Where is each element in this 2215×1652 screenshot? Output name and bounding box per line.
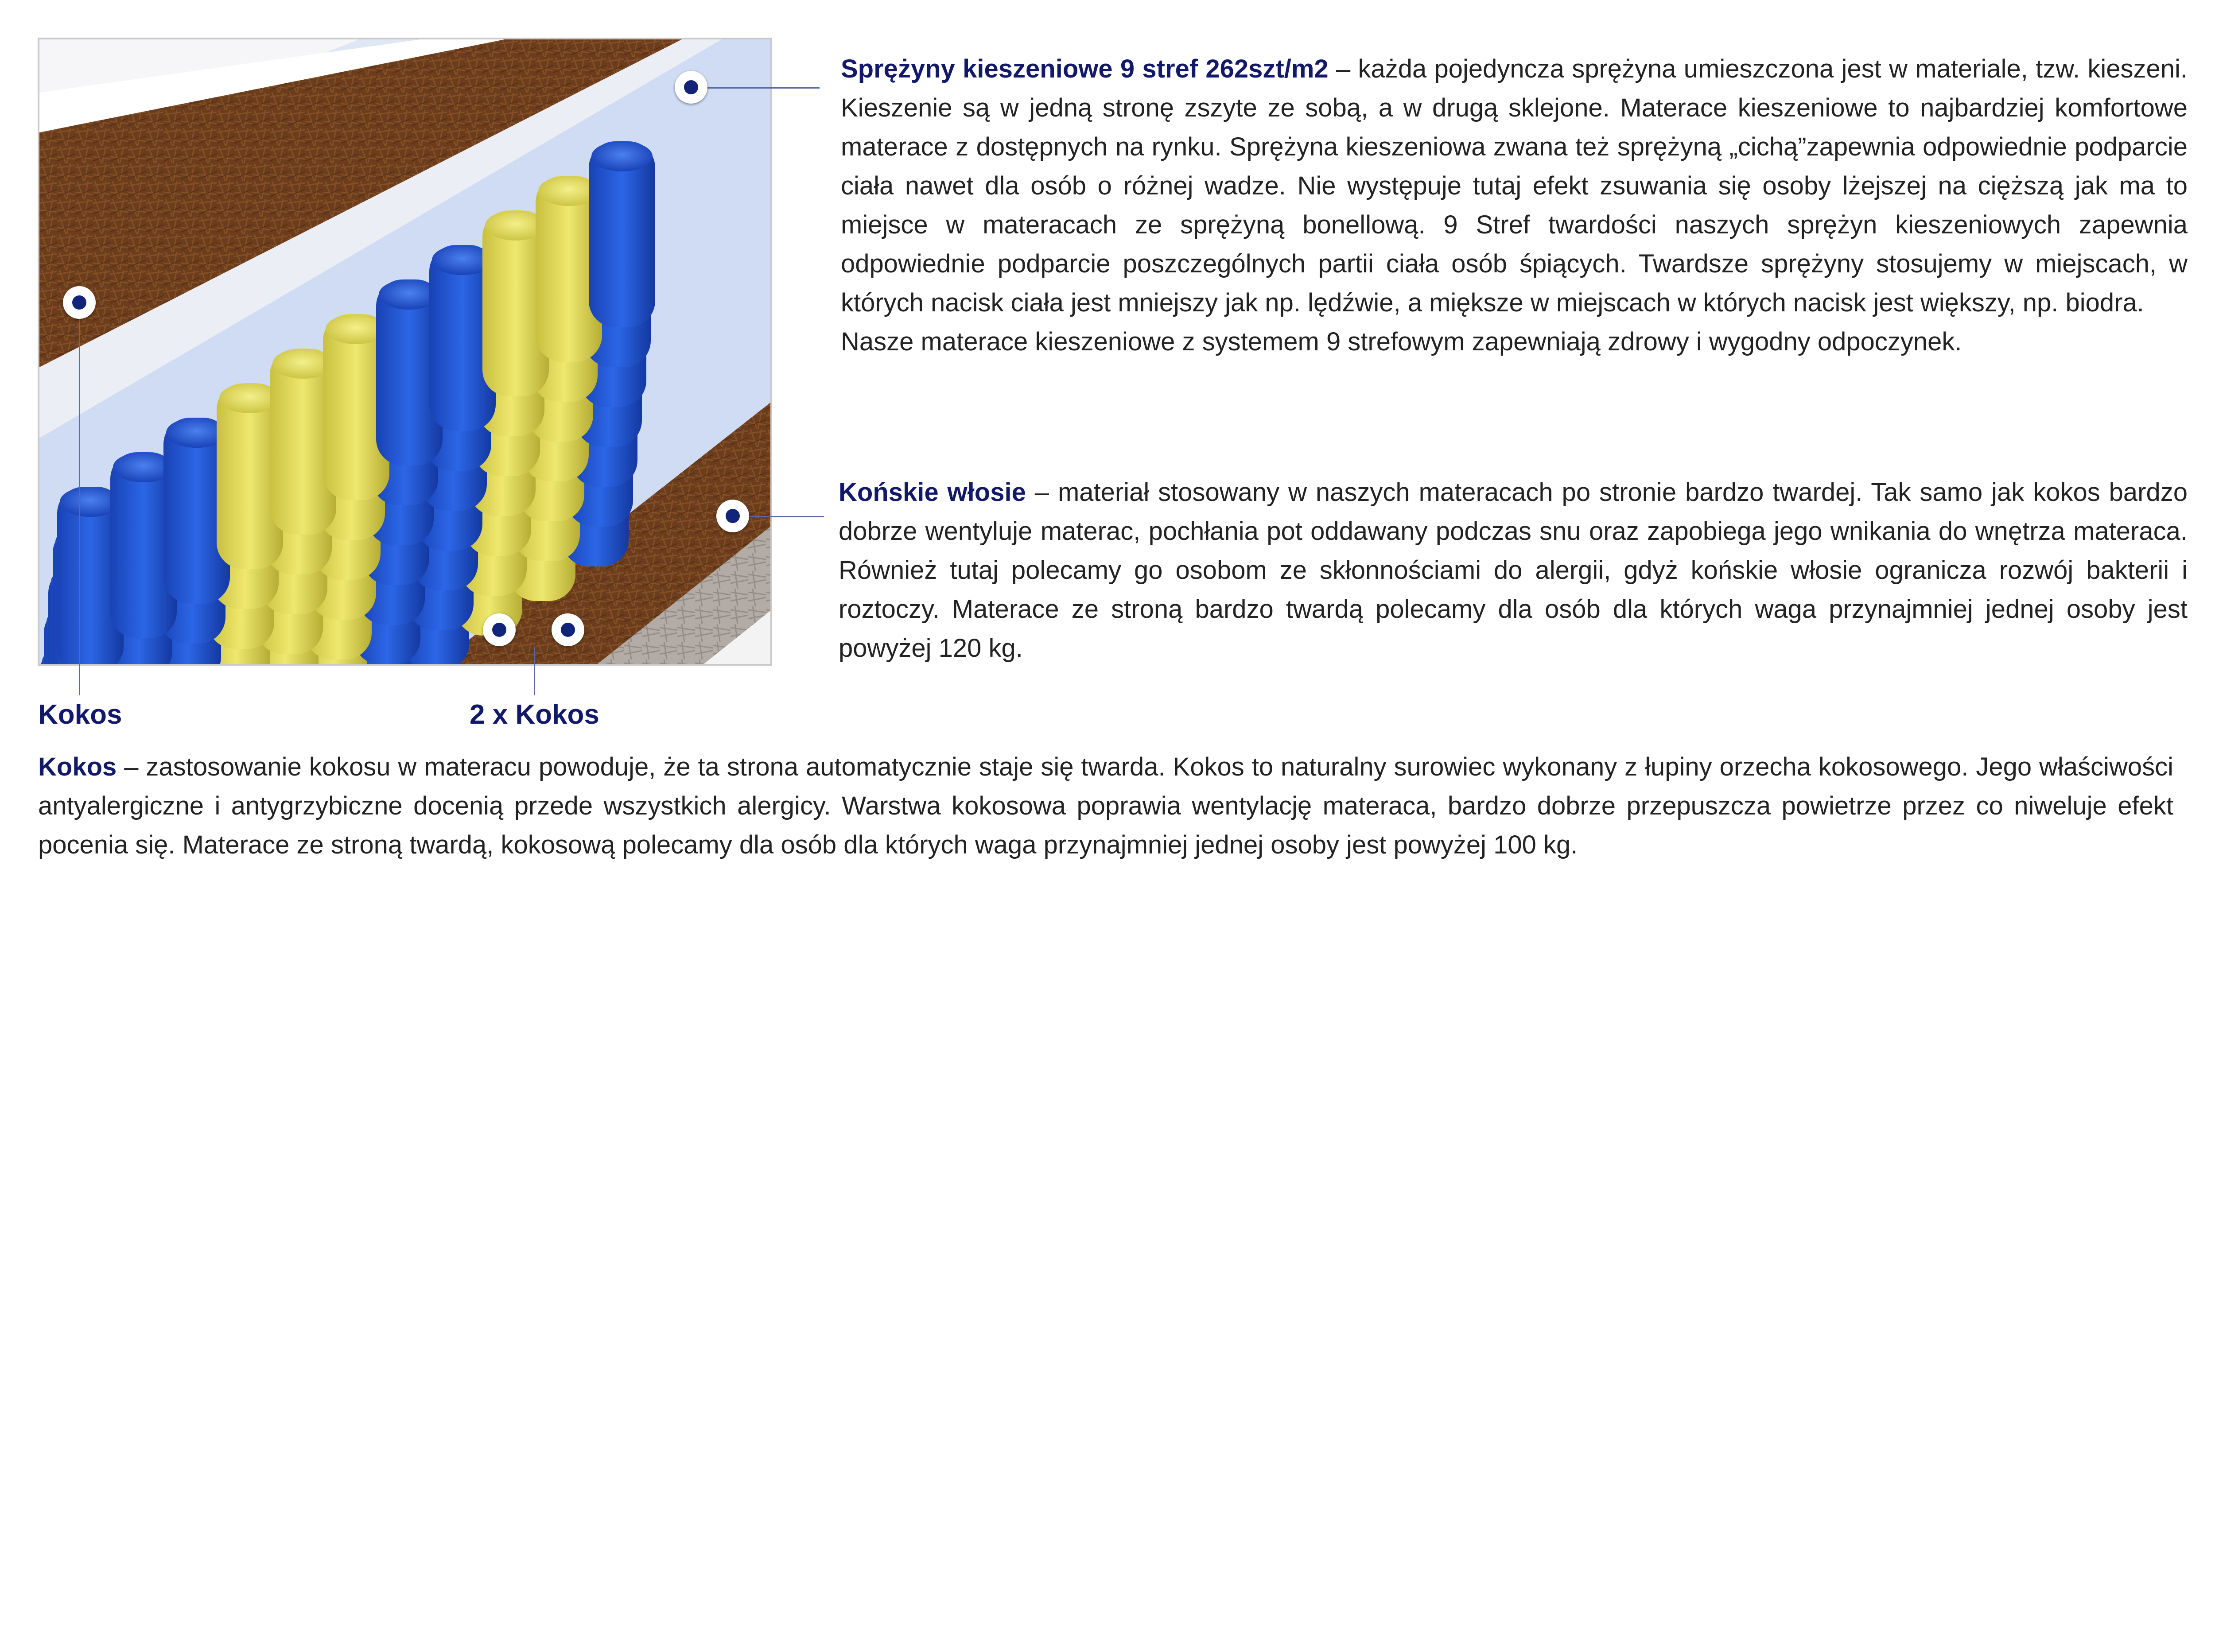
coconut-double-marker-icon-1 [483, 613, 516, 646]
springs-marker-icon [675, 71, 707, 104]
coconut-left-marker-icon [63, 286, 96, 319]
springs-description [841, 50, 2188, 361]
coconut-description [38, 748, 2173, 865]
horsehair-paragraph [839, 473, 2188, 668]
mattress-cross-section-image [38, 38, 772, 666]
springs-note: Nasze materace kieszeniowe z systemem 9 strefowym zapewniają zdrowy i wygodny odpoczynek. [841, 327, 1962, 356]
springs-body: – każda pojedyncza sprężyna umieszczona jest w materiale, tzw. kieszeni. Kieszenie są w jedną stronę zszyte ze sobą, a w drugą sklejone. Materace kieszeniowe to najbardziej komfortowe materace z dostępnych na rynku. Sprężyna kieszeniowa zwana też sprężyną „cichą”zapewnia odpowiednie podparcie ciała nawet dla osób o różnej wadze. Nie występuje tutaj efekt zsuwania się osoby lżejszej na cięższą jak ma to miejsce w materacach ze sprężyną bonellową. 9 Stref twardości naszych sprężyn kieszeniowych zapewnia odpowiednie podparcie poszczególnych partii ciała osób śpiących. Twardsze sprężyny stosujemy w miejscach, w których nacisk ciała jest mniejszy jak np. lędźwie, a miększe w miejscach w których nacisk jest większy, np. biodra. [841, 54, 2188, 317]
horsehair-description [839, 473, 2188, 668]
horsehair-title: Końskie włosie [839, 478, 1026, 507]
springs-title: Sprężyny kieszeniowe 9 stref 262szt/m2 [841, 54, 1329, 83]
springs-leader-line [691, 87, 820, 89]
coconut-body: – zastosowanie kokosu w materacu powoduje, że ta strona automatycznie staje się twarda. Kokos to naturalny surowiec wykonany z łupiny orzecha kokosowego. Jego właściwości antyalergiczne i antygrzybiczne docenią przede wszystkich alergicy. Warstwa kokosowa poprawia wentylację materaca, bardzo dobrze przepuszcza powietrze przez co niweluje efekt pocenia się. Materace ze stroną twardą, kokosową polecamy dla osób dla których waga przynajmniej jednej osoby jest powyżej 100 kg. [38, 752, 2173, 859]
coconut-double-leader-line [534, 647, 535, 695]
horsehair-body: – materiał stosowany w naszych materacach po stronie bardzo twardej. Tak samo jak kokos bardzo dobrze wentyluje materac, pochłania pot oddawany podczas snu oraz zapobiega jego wnikania do wnętrza materaca. Również tutaj polecamy go osobom ze skłonnościami do alergii, gdyż końskie włosie ogranicza rozwój bakterii i roztoczy. Materace ze stroną bardzo twardą polecamy dla osób dla których waga przynajmniej jednej osoby jest powyżej 120 kg. [839, 478, 2188, 663]
mattress-illustration [39, 39, 770, 664]
coconut-caption: Kokos [38, 699, 122, 730]
coconut-paragraph [38, 748, 2173, 865]
pocket-spring-top [591, 141, 653, 171]
coconut-title: Kokos [38, 752, 117, 781]
horsehair-marker-icon [716, 500, 749, 532]
double-coconut-caption: 2 x Kokos [470, 699, 599, 730]
coconut-left-leader-line [79, 319, 80, 695]
springs-paragraph [841, 50, 2188, 322]
horsehair-leader-line [749, 516, 824, 517]
coconut-double-marker-icon-2 [552, 613, 584, 646]
